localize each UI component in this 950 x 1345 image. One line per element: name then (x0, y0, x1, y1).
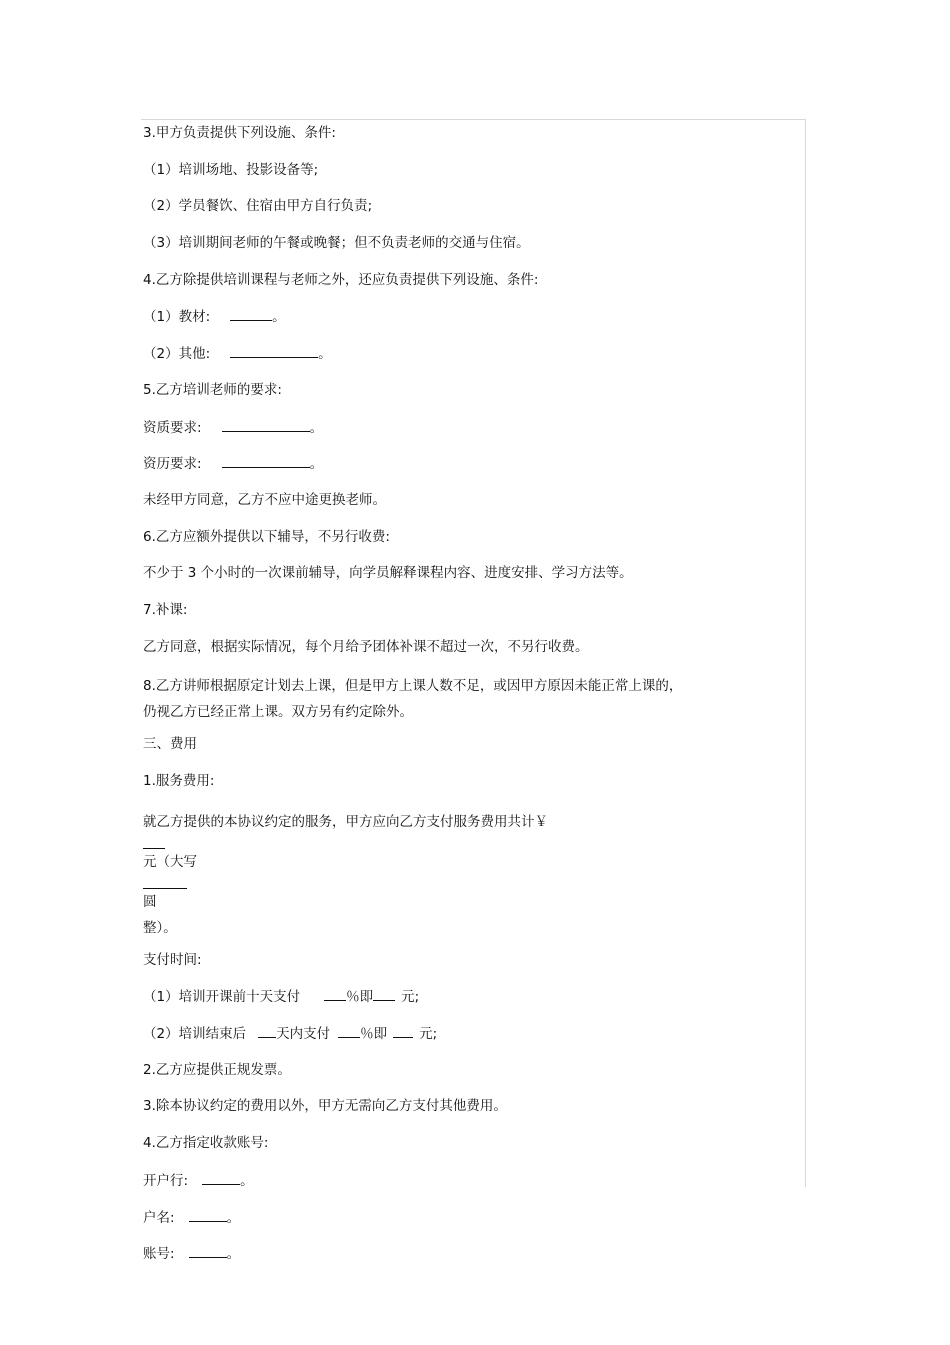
label: （1）教材: (143, 309, 211, 326)
unit-text: 元; (419, 1026, 438, 1043)
period: 。 (272, 309, 286, 326)
clause-3-item-2: （2）学员餐饮、住宿由甲方自行负责; (143, 198, 373, 215)
period: 。 (318, 346, 332, 363)
clause-6-text: 不少于 3 个小时的一次课前辅导，向学员解释课程内容、进度安排、学习方法等。 (143, 565, 633, 582)
bank-name (143, 1171, 805, 1208)
days-blank (258, 1024, 276, 1038)
days-text: 天内支付 (276, 1026, 331, 1043)
percent-text: ％即 (346, 989, 374, 1006)
label: 开户行: (143, 1172, 189, 1189)
clause-5-title: 5.乙方培训老师的要求: (143, 381, 282, 398)
document-body (143, 124, 805, 1281)
clause-4-item-1 (143, 307, 805, 344)
blank-field (202, 1171, 240, 1185)
percent-text: ％即 (360, 1026, 388, 1043)
clause-4-title: 4.乙方除提供培训课程与老师之外，还应负责提供下列设施、条件: (143, 271, 539, 288)
percent-blank (324, 987, 346, 1001)
account-number (143, 1244, 805, 1281)
percent-blank (338, 1024, 360, 1038)
payment-item-2 (143, 1024, 805, 1061)
label: （2）培训结束后 (143, 1026, 247, 1043)
fee-1-line-1 (143, 809, 805, 915)
amount-words-blank (143, 875, 187, 889)
blank-field (189, 1208, 227, 1222)
clause-8-line-1: 8.乙方讲师根据原定计划去上课，但是甲方上课人数不足，或因甲方原因未能正常上课的， (143, 678, 683, 695)
clause-4-item-2 (143, 344, 805, 381)
experience-requirement (143, 454, 805, 491)
blank-field (222, 418, 310, 432)
qualification-requirement (143, 418, 805, 455)
fee-1-line-2: 整）。 (143, 919, 177, 936)
period: 。 (226, 1209, 241, 1226)
period: 。 (240, 1172, 254, 1189)
label: 资质要求: (143, 419, 202, 436)
fee-2: 2.乙方应提供正规发票。 (143, 1061, 291, 1078)
fee-1-text (143, 809, 805, 941)
blank-field (189, 1244, 227, 1258)
label: （2）其他: (143, 346, 211, 363)
amount-blank (143, 835, 165, 849)
clause-3-item-1: （1）培训场地、投影设备等; (143, 161, 319, 178)
clause-7-text: 乙方同意，根据实际情况，每个月给予团体补课不超过一次，不另行收费。 (143, 638, 589, 655)
account-name (143, 1208, 805, 1245)
label: 资历要求: (143, 456, 202, 473)
amount-blank (393, 1024, 413, 1038)
clause-7-title: 7.补课: (143, 601, 188, 618)
clause-6-title: 6.乙方应额外提供以下辅导，不另行收费: (143, 528, 390, 545)
period: 。 (226, 1246, 241, 1263)
period: 。 (309, 456, 324, 473)
clause-8-line-2: 仍视乙方已经正常上课。双方另有约定除外。 (143, 704, 413, 721)
label: 账号: (143, 1246, 175, 1263)
payment-time-title: 支付时间: (143, 951, 202, 968)
fee-1-text-c: 圆 (143, 893, 157, 910)
amount-blank (373, 987, 395, 1001)
clause-5-note: 未经甲方同意，乙方不应中途更换老师。 (143, 491, 386, 508)
fee-1-text-a: 就乙方提供的本协议约定的服务，甲方应向乙方支付服务费用共计￥ (143, 813, 548, 830)
clause-3-title: 3.甲方负责提供下列设施、条件: (143, 125, 336, 141)
fee-1-text-b: 元（大写 (143, 853, 197, 870)
clause-8 (143, 673, 805, 725)
blank-field (230, 344, 318, 358)
payment-item-1 (143, 987, 805, 1024)
fee-3: 3.除本协议约定的费用以外，甲方无需向乙方支付其他费用。 (143, 1098, 507, 1115)
section-3-heading: 三、费用 (143, 736, 197, 753)
label: 户名: (143, 1209, 175, 1226)
blank-field (230, 307, 272, 321)
clause-3-item-3: （3）培训期间老师的午餐或晚餐；但不负责老师的交通与住宿。 (143, 235, 530, 252)
fee-4-title: 4.乙方指定收款账号: (143, 1135, 269, 1152)
period: 。 (309, 419, 324, 436)
unit-text: 元; (401, 989, 420, 1006)
label: （1）培训开课前十天支付 (143, 989, 301, 1006)
fee-1-title: 1.服务费用: (143, 773, 215, 789)
blank-field (222, 454, 310, 468)
